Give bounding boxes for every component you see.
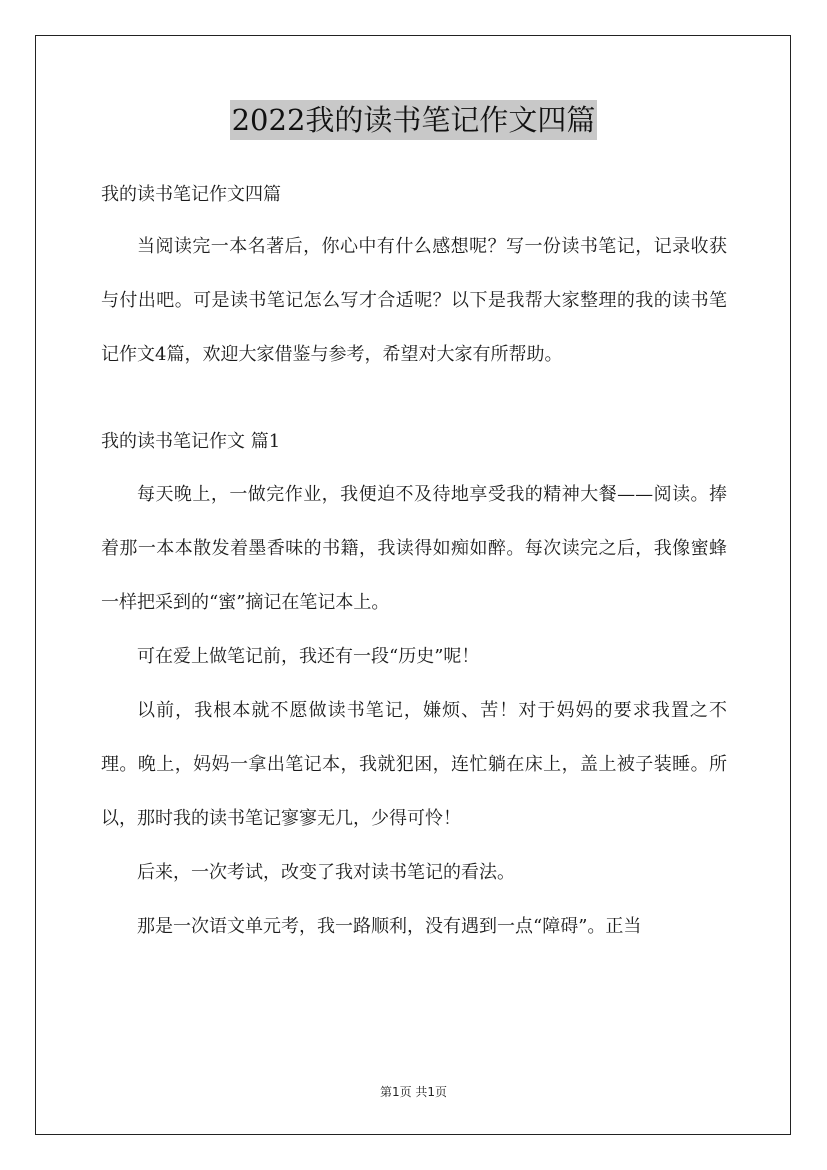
document-body	[101, 175, 727, 954]
page-number-footer: 第1页 共1页	[379, 1085, 448, 1099]
body-paragraph: 可在爱上做笔记前，我还有一段“历史”呢！	[137, 646, 480, 667]
title-container	[0, 100, 827, 140]
article-heading: 我的读书笔记作文 篇1	[101, 431, 281, 452]
body-paragraph: 后来，一次考试，改变了我对读书笔记的看法。	[137, 862, 515, 883]
body-paragraph: 以前，我根本就不愿做读书笔记，嫌烦、苦！对于妈妈的要求我置之不理。晚上，妈妈一拿出笔记本，我就犯困，连忙躺在床上，盖上被子装睡。所以，那时我的读书笔记寥寥无几，少得可怜！	[101, 700, 727, 829]
intro-paragraph: 当阅读完一本名著后，你心中有什么感想呢？写一份读书笔记，记录收获与付出吧。可是读书笔记怎么写才合适呢？以下是我帮大家整理的我的读书笔记作文4篇，欢迎大家借鉴与参考，希望对大家有所帮助。	[101, 236, 727, 365]
body-paragraph: 那是一次语文单元考，我一路顺利，没有遇到一点“障碍”。正当	[137, 916, 642, 937]
spacer	[101, 382, 727, 422]
body-paragraph: 每天晚上，一做完作业，我便迫不及待地享受我的精神大餐——阅读。捧着那一本本散发着墨香味的书籍，我读得如痴如醉。每次读完之后，我像蜜蜂一样把采到的“蜜”摘记在笔记本上。	[101, 484, 727, 613]
document-title: 2022我的读书笔记作文四篇	[230, 100, 598, 140]
section-heading: 我的读书笔记作文四篇	[101, 184, 281, 205]
